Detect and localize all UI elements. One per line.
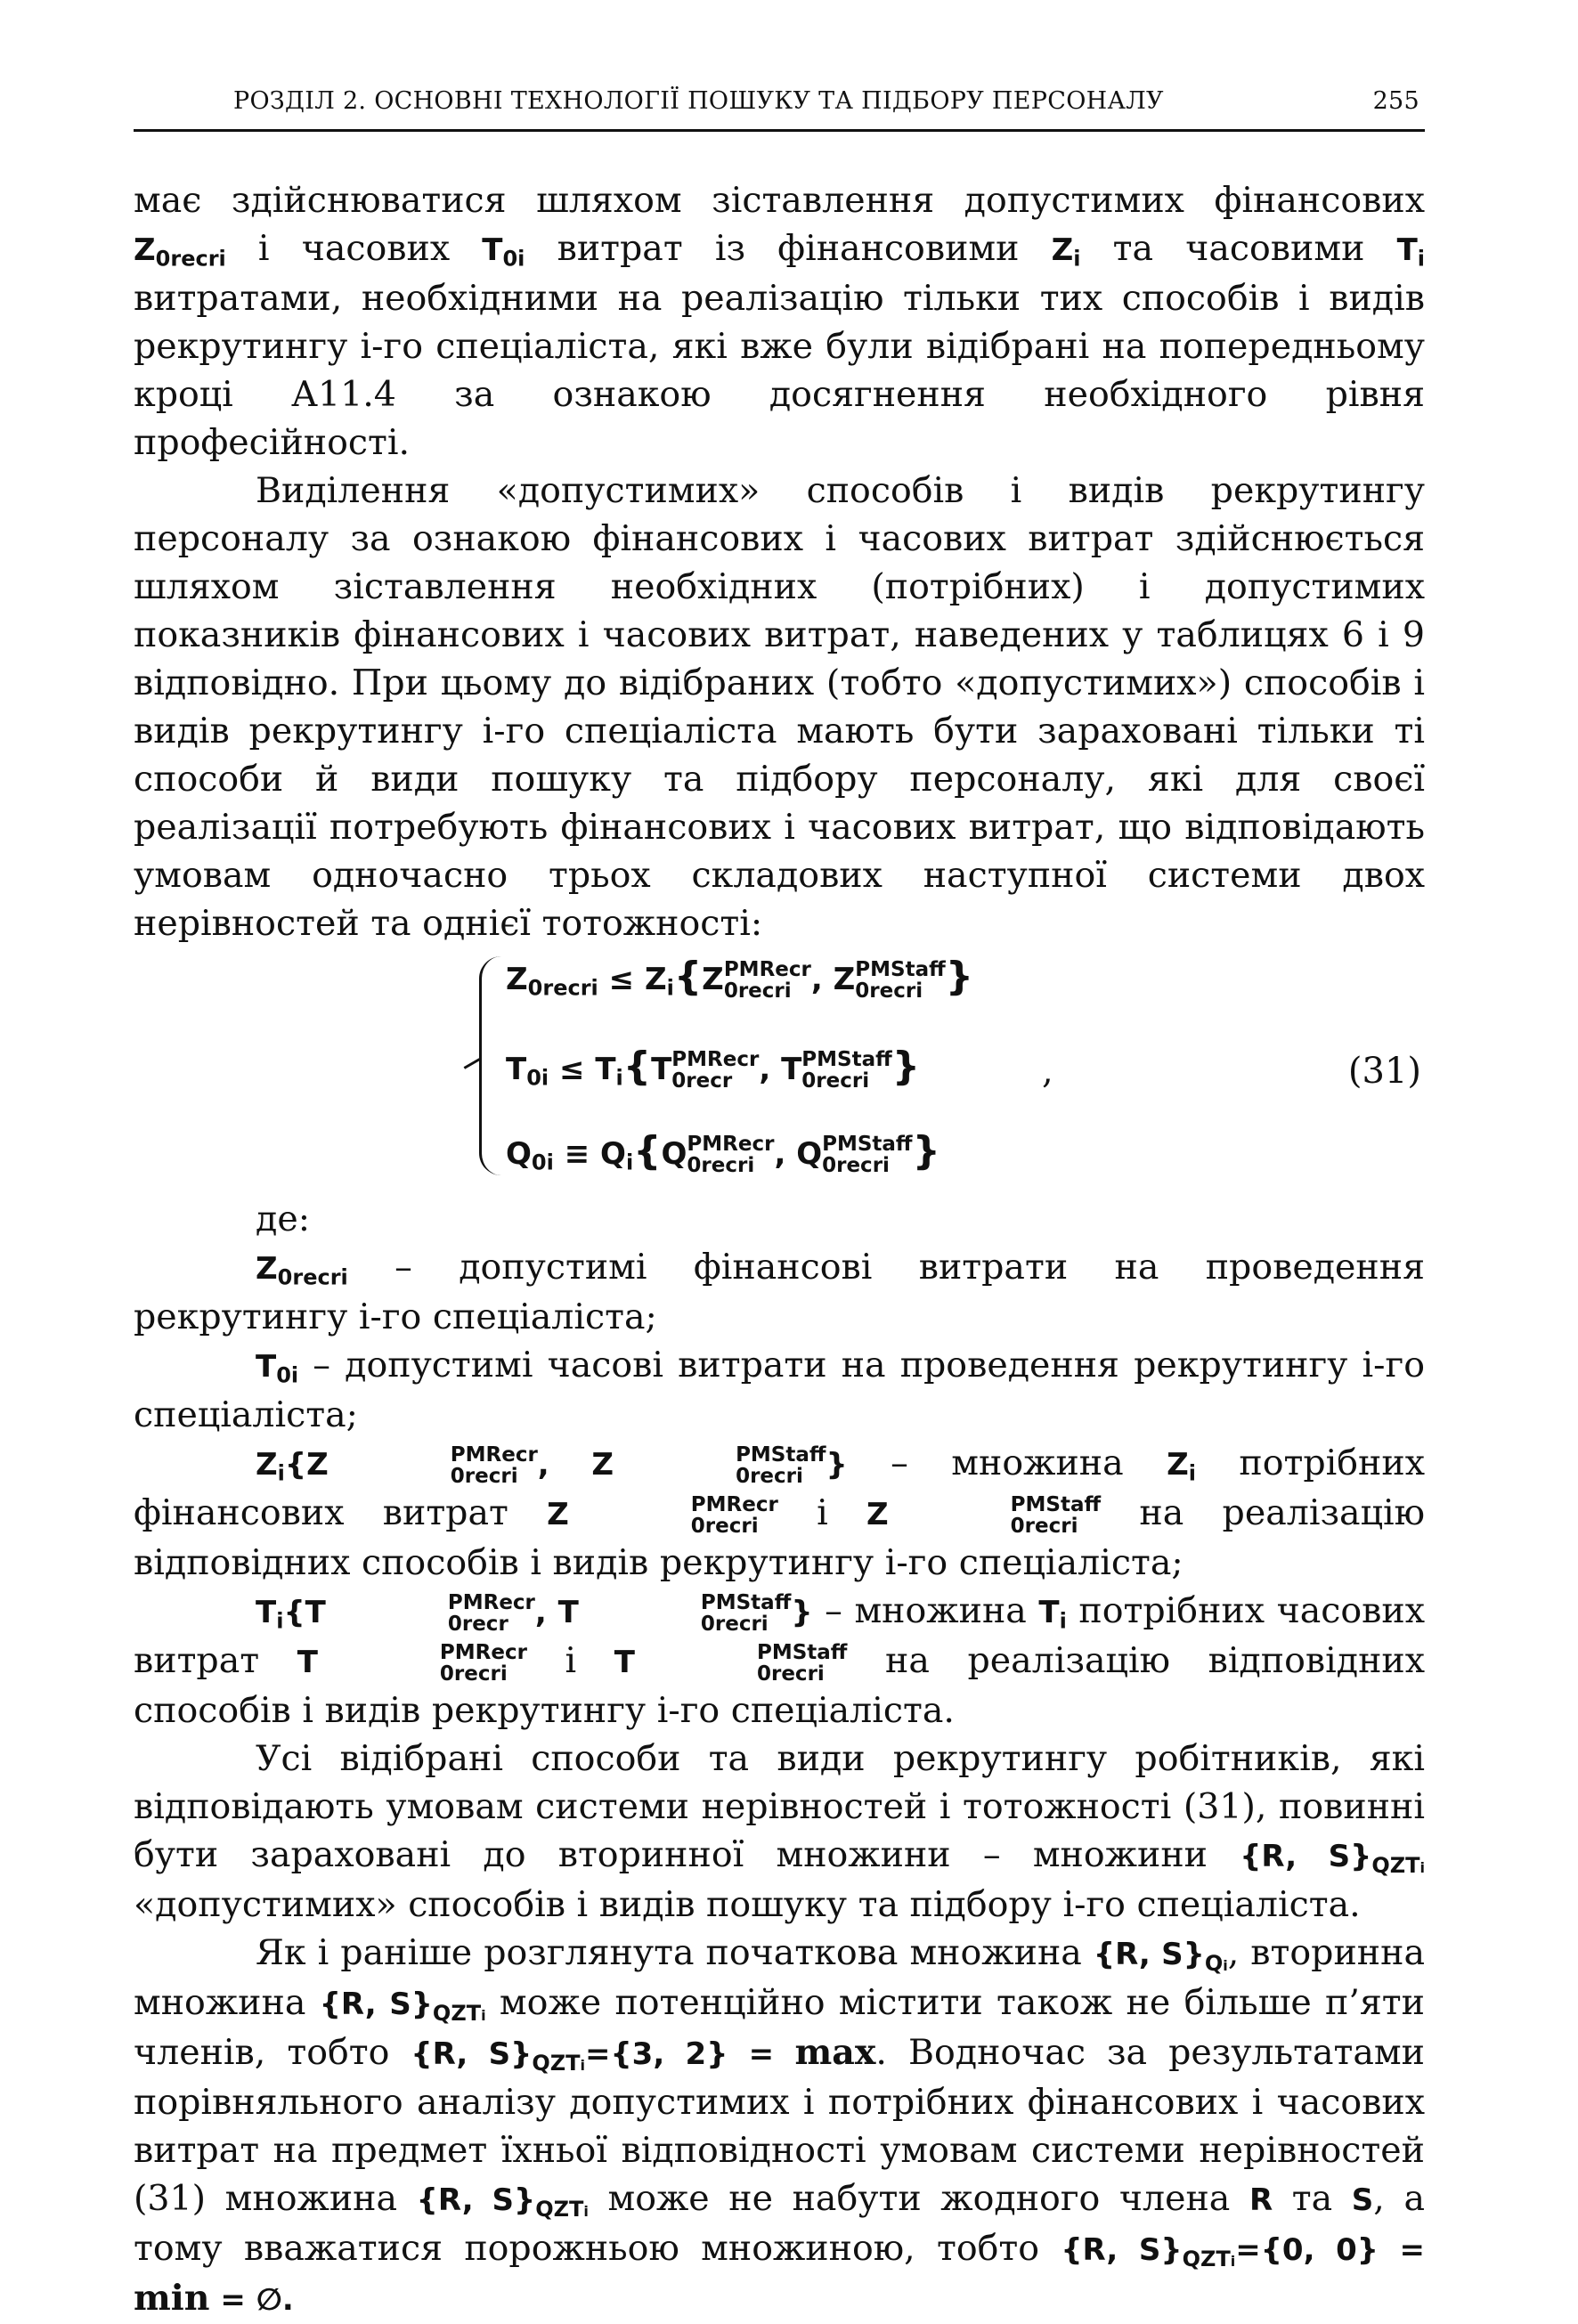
equation-number: (31) [1347, 1051, 1421, 1092]
left-brace [479, 956, 501, 1175]
math-z0recri: $Z_{0recri}$ [134, 232, 226, 272]
equation-row-z: $Z_{0recri} \le Z_i\{Z$ PMRecr 0recri , Z PMStaff 0recri } [506, 954, 974, 1003]
definition-zi-set: $Z_i\{Z$ PMRecr 0recri , Z PMStaff 0recri } – множина $Z_i$ потрібних фінансових витрат Z PMRecr 0recri і Z PMStaff 0recri на реалізацію відповідних способів і видів рекрутингу і-го спеціаліста; [134, 1442, 1425, 1583]
math-zi: $Z_i$ [1051, 232, 1081, 272]
paragraph-1: має здійснюватися шляхом зіставлення допустимих фінансових $Z_{0recri}$ і часових $T_{0i}$ витрат із фінансовими $Z_i$ та часовими $T_i$ витратами, необхідними на реалізацію тільки тих способів і видів рекрутингу і-го спеціаліста, які вже були відібрані на попередньому кроці А11.4 за ознакою досягнення необхідного рівня професійності. [134, 180, 1425, 463]
definition-ti-set: $T_i\{T$ PMRecr 0recr , T PMStaff 0recri } – множина $T_i$ потрібних часових витрат T PMRecr 0recri і T PMStaff 0recri на реалізацію відповідних способів і видів рекрутингу і-го спеціаліста. [134, 1590, 1425, 1731]
paragraph-3: Усі відібрані способи та види рекрутингу робітників, які відповідають умовам системи нерівностей і тотожності (31), повинні бути зараховані до вторинної множини – множини {R, $S\}_{QZTi}$ «допустимих» способів і видів пошуку та підбору і-го спеціаліста. [134, 1738, 1426, 1925]
definition-t0i: $T_{0i}$ – допустимі часові витрати на проведення рекрутингу і-го спеціаліста; [134, 1345, 1425, 1435]
equation-system-31 [134, 949, 1425, 1190]
equation-row-t: $T_{0i} \le T_i\{T$ PMRecr 0recr , T PMStaff 0recri } [506, 1044, 921, 1093]
math-ti: $T_i$ [1396, 232, 1425, 272]
paragraph-4: Як і раніше розглянута початкова множина {R, $S\}_{Qi}$, вторинна множина {R, $S\}_{QZTi}$ може потенційно містити також не більше п’яти членів, тобто {R, $S\}_{QZTi}=\{3$, 2} = max. Водночас за результатами порівняльного аналізу допустимих і потрібних фінансових і часових витрат на предмет їхньої відповідності умовам системи нерівностей (31) множина {R, $S\}_{QZTi}$ може не набути жодного члена R та S, а тому вважатися порожньою множиною, тобто {R, $S\}_{QZTi}=\{0$, 0} = min = ∅. [134, 1932, 1426, 2319]
where-label: де: [256, 1199, 311, 1239]
page-number: 255 [1372, 87, 1419, 115]
header-rule [134, 129, 1425, 132]
definition-z0recri: $Z_{0recri}$ – допустимі фінансові витрати на проведення рекрутингу і-го спеціаліста; [134, 1247, 1425, 1337]
equation-comma: , [1042, 1051, 1053, 1092]
equation-row-q: $Q_{0i} \equiv Q_i\{Q$ PMRecr 0recri , Q PMStaff 0recri } [506, 1128, 940, 1177]
paragraph-2: Виділення «допустимих» способів і видів рекрутингу персоналу за ознакою фінансових і часових витрат здійснюється шляхом зіставлення необхідних (потрібних) і допустимих показників фінансових і часових витрат, наведених у таблицях 6 і 9 відповідно. При цьому до відібраних (тобто «допустимих») способів і видів рекрутингу і-го спеціаліста мають бути зараховані тільки ті способи й види пошуку та підбору персоналу, які для своєї реалізації потребують фінансових і часових витрат, що відповідають умовам одночасно трьох складових наступної системи двох нерівностей та однієї тотожності: [134, 470, 1425, 944]
running-header-title: РОЗДІЛ 2. ОСНОВНІ ТЕХНОЛОГІЇ ПОШУКУ ТА ПІДБОРУ ПЕРСОНАЛУ [233, 87, 1164, 115]
body-text [134, 176, 1425, 2324]
math-t0i: $T_{0i}$ [482, 232, 525, 272]
